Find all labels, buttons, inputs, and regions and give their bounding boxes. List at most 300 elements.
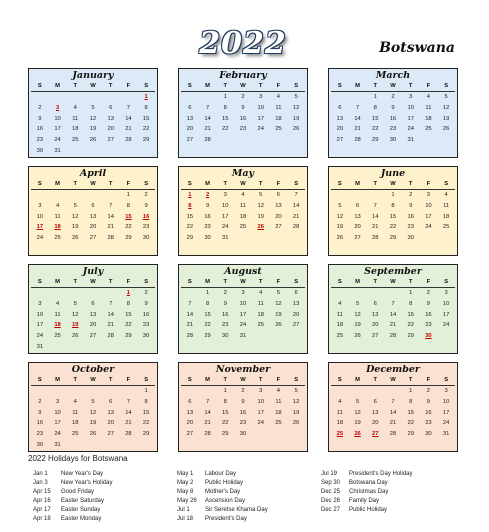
day-cell: 23	[239, 420, 247, 427]
day-cell: 14	[125, 409, 132, 416]
day-cell: 1	[223, 388, 227, 394]
holiday-name: Easter Sunday	[61, 506, 101, 513]
day-cell: 13	[372, 409, 379, 416]
day-cell: 19	[292, 409, 300, 416]
holiday-day-cell: 17	[36, 224, 44, 231]
weekday-header: S	[287, 277, 305, 288]
day-grid	[329, 277, 457, 342]
day-grid	[329, 179, 457, 244]
day-cell: 3	[259, 388, 263, 394]
weekday-header: W	[84, 375, 102, 386]
weekday-header: T	[66, 81, 84, 92]
holiday-name: Mother's Day	[205, 488, 241, 495]
day-cell: 1	[205, 290, 210, 296]
day-cell: 22	[204, 322, 211, 329]
day-cell: 6	[338, 104, 342, 111]
day-cell: 26	[354, 333, 361, 340]
day-cell: 10	[54, 409, 61, 416]
weekday-header: S	[31, 81, 49, 92]
month-calendar-october	[28, 362, 158, 452]
day-cell: 22	[407, 420, 414, 427]
day-grid	[179, 179, 307, 244]
empty-day-cell	[66, 288, 84, 299]
day-cell: 1	[409, 388, 413, 394]
weekday-header: M	[199, 81, 217, 92]
weekday-header: S	[331, 179, 349, 190]
day-cell: 28	[125, 431, 132, 438]
weekday-header: S	[181, 179, 199, 190]
day-cell: 21	[125, 126, 132, 133]
day-cell: 4	[276, 94, 281, 100]
day-cell: 4	[73, 104, 77, 111]
holiday-day-cell: 25	[336, 431, 344, 438]
empty-day-cell	[49, 190, 67, 201]
day-cell: 5	[73, 300, 77, 307]
day-cell: 29	[125, 333, 132, 340]
day-cell: 24	[222, 224, 229, 231]
day-cell: 28	[125, 137, 132, 144]
empty-day-cell	[199, 386, 217, 397]
day-cell: 13	[186, 115, 194, 122]
holiday-name: Easter Saturday	[61, 497, 105, 504]
holiday-name: Christmas Day	[349, 488, 389, 495]
day-cell: 8	[144, 398, 148, 405]
day-cell: 10	[257, 398, 264, 405]
day-cell: 21	[204, 126, 211, 133]
weekday-header: S	[437, 277, 455, 288]
day-cell: 19	[336, 224, 344, 231]
day-cell: 1	[144, 388, 148, 394]
weekday-header: M	[49, 81, 67, 92]
weekday-header: W	[84, 277, 102, 288]
weekday-header: M	[199, 277, 217, 288]
day-cell: 5	[73, 202, 77, 209]
day-cell: 10	[442, 398, 450, 405]
day-cell: 29	[125, 235, 132, 242]
day-cell: 11	[275, 104, 282, 111]
month-title: March	[375, 70, 411, 81]
day-cell: 4	[426, 94, 431, 100]
day-cell: 28	[107, 235, 114, 242]
day-cell: 24	[36, 235, 44, 242]
day-cell: 8	[409, 398, 413, 405]
day-cell: 11	[72, 409, 79, 416]
weekday-header: F	[120, 179, 138, 190]
day-cell: 1	[223, 94, 227, 100]
day-cell: 13	[89, 213, 97, 220]
day-cell: 17	[36, 322, 44, 329]
holiday-date: Jan 3	[33, 479, 48, 486]
month-title: November	[215, 364, 271, 375]
weekday-header: F	[270, 375, 288, 386]
day-cell: 28	[372, 235, 379, 242]
day-cell: 29	[142, 137, 150, 144]
holiday-day-cell: 26	[354, 431, 361, 438]
day-cell: 9	[241, 104, 245, 111]
day-cell: 29	[222, 431, 229, 438]
weekday-header: T	[402, 277, 420, 288]
day-cell: 26	[275, 322, 282, 329]
day-cell: 10	[239, 300, 247, 307]
day-cell: 17	[54, 126, 61, 133]
empty-day-cell	[84, 386, 102, 397]
day-cell: 25	[257, 322, 264, 329]
weekday-header: T	[102, 375, 120, 386]
day-cell: 24	[442, 322, 450, 329]
weekday-header: F	[120, 375, 138, 386]
day-cell: 1	[409, 290, 413, 296]
holiday-row	[321, 479, 413, 488]
day-cell: 7	[205, 398, 210, 405]
country-title: Botswana	[379, 40, 455, 56]
day-cell: 29	[142, 431, 150, 438]
holiday-day-cell: 8	[188, 202, 192, 209]
day-cell: 1	[373, 94, 377, 100]
day-cell: 15	[372, 115, 379, 122]
day-cell: 14	[204, 409, 211, 416]
holiday-day-cell: 2	[205, 192, 210, 198]
day-cell: 4	[259, 290, 263, 296]
day-cell: 27	[186, 431, 194, 438]
day-cell: 4	[241, 192, 245, 198]
day-cell: 25	[54, 333, 61, 340]
weekday-header: S	[331, 81, 349, 92]
weekday-header: T	[102, 277, 120, 288]
day-cell: 5	[294, 94, 298, 100]
weekday-header: W	[384, 179, 402, 190]
day-cell: 5	[294, 388, 298, 394]
weekday-header: M	[349, 277, 367, 288]
day-cell: 2	[426, 388, 431, 394]
holiday-name: President's Day	[205, 515, 247, 522]
day-cell: 20	[372, 420, 379, 427]
day-cell: 14	[107, 311, 114, 318]
day-cell: 8	[373, 104, 377, 111]
day-cell: 3	[55, 398, 60, 405]
weekday-header: T	[252, 179, 270, 190]
day-cell: 20	[186, 126, 194, 133]
empty-day-cell	[331, 386, 349, 397]
day-cell: 18	[336, 420, 344, 427]
day-cell: 24	[239, 322, 247, 329]
day-cell: 11	[239, 202, 246, 209]
day-cell: 16	[222, 311, 229, 318]
day-cell: 18	[336, 322, 344, 329]
day-cell: 4	[444, 192, 448, 198]
day-cell: 18	[239, 213, 247, 220]
day-cell: 12	[336, 213, 344, 220]
day-cell: 7	[355, 104, 360, 111]
day-cell: 13	[107, 115, 114, 122]
day-cell: 22	[389, 224, 397, 231]
day-cell: 16	[407, 213, 414, 220]
day-cell: 12	[292, 398, 300, 405]
month-calendar-january	[28, 68, 158, 158]
month-title: January	[72, 70, 114, 81]
holidays-column	[321, 470, 413, 515]
holiday-date: May 1	[177, 471, 194, 477]
day-cell: 23	[389, 126, 397, 133]
day-cell: 2	[38, 398, 42, 405]
day-cell: 18	[275, 409, 282, 416]
day-cell: 3	[38, 300, 42, 307]
weekday-header: S	[137, 375, 155, 386]
weekday-header: T	[216, 179, 234, 190]
day-grid	[179, 375, 307, 440]
day-cell: 27	[275, 224, 282, 231]
holiday-date: Jul 1	[177, 506, 190, 513]
day-cell: 7	[109, 300, 113, 307]
day-cell: 29	[407, 431, 414, 438]
day-cell: 27	[89, 333, 97, 340]
holiday-name: President's Day Holiday	[349, 471, 413, 477]
empty-day-cell	[331, 92, 349, 103]
day-cell: 15	[186, 213, 194, 220]
day-cell: 26	[89, 137, 97, 144]
holiday-day-cell: 27	[372, 431, 379, 438]
day-cell: 29	[407, 333, 414, 340]
day-cell: 13	[107, 409, 114, 416]
holiday-date: Apr 16	[33, 497, 51, 504]
day-cell: 17	[239, 311, 247, 318]
day-cell: 26	[292, 126, 300, 133]
day-cell: 9	[241, 398, 245, 405]
weekday-header: T	[66, 375, 84, 386]
day-cell: 2	[409, 192, 413, 198]
weekday-header: M	[49, 179, 67, 190]
day-cell: 27	[372, 333, 379, 340]
day-cell: 24	[442, 420, 450, 427]
day-grid	[29, 375, 157, 451]
day-cell: 9	[409, 202, 413, 209]
day-cell: 8	[223, 398, 227, 405]
day-cell: 16	[204, 213, 211, 220]
weekday-header: S	[137, 81, 155, 92]
day-cell: 20	[292, 311, 300, 318]
holiday-row	[33, 515, 113, 524]
day-cell: 26	[336, 235, 344, 242]
weekday-header: T	[366, 81, 384, 92]
empty-day-cell	[120, 386, 138, 397]
day-cell: 22	[142, 420, 150, 427]
day-cell: 22	[407, 322, 414, 329]
day-cell: 13	[89, 311, 97, 318]
day-cell: 31	[36, 343, 44, 350]
day-cell: 9	[391, 104, 395, 111]
holiday-date: Jan 1	[33, 471, 48, 477]
weekday-header: S	[181, 81, 199, 92]
weekday-header: T	[366, 375, 384, 386]
day-cell: 10	[36, 311, 44, 318]
day-cell: 20	[89, 224, 97, 231]
day-cell: 19	[89, 126, 97, 133]
day-cell: 27	[292, 322, 300, 329]
empty-day-cell	[49, 386, 67, 397]
day-cell: 22	[125, 322, 132, 329]
day-cell: 21	[107, 322, 114, 329]
holiday-name: Sir Seretse Khama Day	[205, 506, 268, 513]
day-cell: 11	[54, 311, 61, 318]
weekday-header: M	[49, 277, 67, 288]
day-cell: 25	[425, 126, 432, 133]
day-cell: 12	[72, 311, 79, 318]
day-cell: 25	[54, 235, 61, 242]
month-title: May	[231, 168, 255, 179]
weekday-header: M	[199, 375, 217, 386]
holiday-name: Ascension Day	[205, 497, 246, 504]
weekday-header: S	[331, 277, 349, 288]
weekday-header: W	[384, 375, 402, 386]
day-cell: 5	[91, 104, 95, 111]
empty-day-cell	[181, 386, 199, 397]
day-cell: 31	[54, 147, 61, 154]
holidays-column	[177, 470, 268, 523]
day-cell: 10	[36, 213, 44, 220]
day-cell: 4	[55, 300, 60, 307]
weekday-header: M	[199, 179, 217, 190]
weekday-header: S	[181, 277, 199, 288]
day-cell: 13	[186, 409, 194, 416]
day-cell: 4	[55, 202, 60, 209]
day-cell: 30	[204, 235, 211, 242]
holiday-name: Easter Monday	[61, 515, 102, 522]
day-cell: 14	[389, 409, 397, 416]
empty-day-cell	[349, 92, 367, 103]
day-cell: 28	[292, 224, 300, 231]
day-cell: 19	[89, 420, 97, 427]
day-cell: 25	[275, 126, 282, 133]
day-cell: 9	[144, 300, 148, 307]
day-cell: 28	[354, 137, 361, 144]
day-cell: 22	[222, 126, 229, 133]
month-calendar-june	[328, 166, 458, 256]
day-cell: 15	[407, 409, 414, 416]
day-grid	[29, 179, 157, 244]
day-cell: 10	[54, 115, 61, 122]
weekday-header: M	[349, 179, 367, 190]
day-cell: 6	[91, 300, 95, 307]
day-cell: 8	[126, 202, 131, 209]
weekday-header: T	[66, 277, 84, 288]
day-cell: 17	[54, 420, 61, 427]
day-cell: 7	[205, 104, 210, 111]
month-calendar-march	[328, 68, 458, 158]
weekday-header: T	[216, 81, 234, 92]
day-cell: 11	[443, 202, 450, 209]
holiday-day-cell: 26	[257, 224, 264, 231]
weekday-header: F	[270, 277, 288, 288]
day-cell: 23	[239, 126, 247, 133]
day-cell: 18	[72, 420, 79, 427]
day-cell: 8	[223, 104, 227, 111]
day-cell: 23	[36, 137, 44, 144]
day-cell: 30	[389, 137, 397, 144]
day-cell: 25	[239, 224, 247, 231]
empty-day-cell	[102, 92, 120, 103]
day-cell: 26	[442, 126, 450, 133]
day-cell: 4	[338, 300, 342, 307]
empty-day-cell	[84, 92, 102, 103]
weekday-header: S	[437, 81, 455, 92]
day-cell: 5	[355, 398, 360, 405]
holiday-day-cell: 19	[72, 322, 79, 329]
day-cell: 23	[222, 322, 229, 329]
day-cell: 19	[72, 224, 79, 231]
calendar-year-title: 2022	[199, 26, 287, 61]
day-cell: 21	[204, 420, 211, 427]
day-cell: 8	[409, 300, 413, 307]
day-cell: 22	[372, 126, 379, 133]
day-cell: 6	[188, 104, 192, 111]
day-cell: 21	[389, 322, 397, 329]
day-cell: 29	[389, 235, 397, 242]
day-cell: 27	[89, 235, 97, 242]
day-cell: 9	[38, 115, 42, 122]
weekday-header: T	[216, 277, 234, 288]
day-cell: 4	[276, 388, 281, 394]
day-cell: 29	[204, 333, 211, 340]
day-cell: 20	[89, 322, 97, 329]
day-cell: 11	[257, 300, 264, 307]
weekday-header: S	[437, 179, 455, 190]
day-cell: 11	[425, 104, 432, 111]
weekday-header: T	[366, 277, 384, 288]
day-cell: 24	[407, 126, 414, 133]
day-cell: 11	[72, 115, 79, 122]
month-calendar-september	[328, 264, 458, 354]
day-cell: 24	[257, 420, 264, 427]
day-cell: 7	[188, 300, 192, 307]
day-cell: 30	[425, 431, 432, 438]
day-cell: 30	[239, 431, 247, 438]
weekday-header: S	[137, 179, 155, 190]
weekday-header: W	[84, 81, 102, 92]
holiday-day-cell: 1	[144, 94, 148, 100]
day-cell: 6	[188, 398, 192, 405]
day-cell: 9	[205, 202, 210, 209]
day-cell: 2	[144, 290, 148, 296]
day-cell: 24	[257, 126, 264, 133]
holiday-row	[33, 488, 113, 497]
empty-day-cell	[384, 288, 402, 299]
day-cell: 3	[426, 192, 431, 198]
day-cell: 22	[186, 224, 194, 231]
day-cell: 13	[275, 202, 282, 209]
empty-day-cell	[349, 190, 367, 201]
day-cell: 5	[91, 398, 95, 405]
holiday-date: Apr 17	[33, 506, 51, 513]
day-cell: 24	[54, 137, 61, 144]
day-cell: 19	[442, 115, 450, 122]
holiday-date: Dec 27	[321, 506, 341, 513]
empty-day-cell	[31, 190, 49, 201]
weekday-header: F	[120, 277, 138, 288]
day-cell: 3	[223, 192, 227, 198]
holiday-row	[33, 497, 113, 506]
day-cell: 31	[222, 235, 229, 242]
day-grid	[179, 277, 307, 342]
day-cell: 9	[426, 300, 431, 307]
day-cell: 26	[89, 431, 97, 438]
holiday-day-cell: 18	[54, 322, 61, 329]
day-cell: 27	[186, 137, 194, 144]
holiday-day-cell: 1	[188, 192, 192, 198]
empty-day-cell	[66, 386, 84, 397]
day-cell: 18	[425, 115, 432, 122]
day-cell: 14	[107, 213, 114, 220]
day-cell: 24	[425, 224, 432, 231]
holidays-title: 2022 Holidays for Botswana	[28, 454, 128, 463]
